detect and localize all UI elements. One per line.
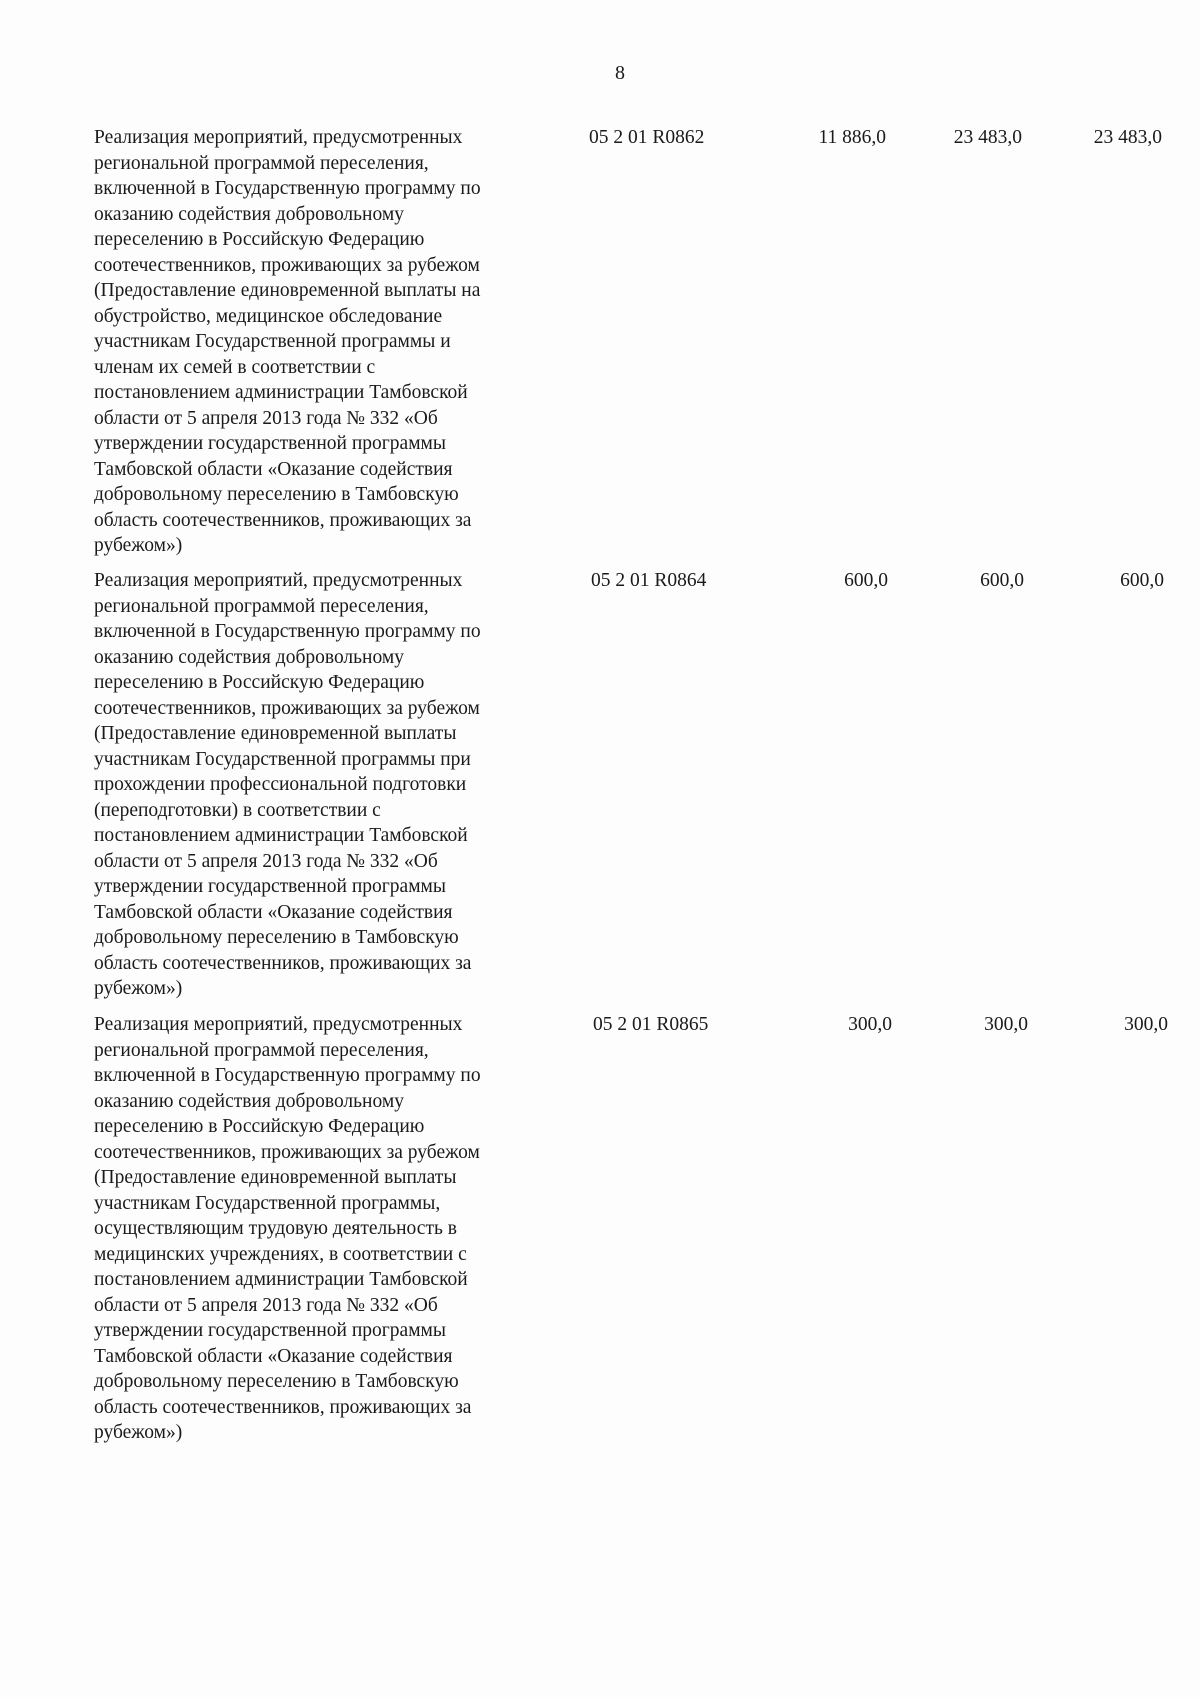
- row-value-3: 600,0: [1120, 570, 1164, 591]
- page-number: 8: [615, 62, 625, 84]
- row-value-1: 600,0: [844, 570, 888, 591]
- row-value-1: 11 886,0: [818, 127, 886, 148]
- row-value-3: 300,0: [1124, 1014, 1168, 1035]
- row-value-2: 300,0: [984, 1014, 1028, 1035]
- row-value-2: 23 483,0: [953, 127, 1022, 148]
- row-value-1: 300,0: [848, 1014, 892, 1035]
- row-description: Реализация мероприятий, предусмотренных региональной программой переселения, включенной в Государственную программу по оказанию содействия добровольному переселению в Российскую Федерацию соотечественников, проживающих за рубежом (Предоставление единовременной выплаты на обустройство, медицинское обследование участникам Государственной программы и членам их семей в соответствии с постановлением администрации Тамбовской области от 5 апреля 2013 года № 332 «Об утверждении государственной программы Тамбовской области «Оказание содействия добровольному переселению в Тамбовскую область соотечественников, проживающих за рубежом»): [94, 127, 481, 556]
- row-description: Реализация мероприятий, предусмотренных региональной программой переселения, включенной в Государственную программу по оказанию содействия добровольному переселению в Российскую Федерацию соотечественников, проживающих за рубежом (Предоставление единовременной выплаты участникам Государственной программы при прохождении профессиональной подготовки (переподготовки) в соответствии с постановлением администрации Тамбовской области от 5 апреля 2013 года № 332 «Об утверждении государственной программы Тамбовской области «Оказание содействия добровольному переселению в Тамбовскую область соотечественников, проживающих за рубежом»): [94, 570, 481, 999]
- row-code: 05 2 01 R0862: [589, 127, 705, 148]
- row-value-2: 600,0: [980, 570, 1024, 591]
- row-description: Реализация мероприятий, предусмотренных региональной программой переселения, включенной в Государственную программу по оказанию содействия добровольному переселению в Российскую Федерацию соотечественников, проживающих за рубежом (Предоставление единовременной выплаты участникам Государственной программы, осуществляющим трудовую деятельность в медицинских учреждениях, в соответствии с постановлением администрации Тамбовской области от 5 апреля 2013 года № 332 «Об утверждении государственной программы Тамбовской области «Оказание содействия добровольному переселению в Тамбовскую область соотечественников, проживающих за рубежом»): [94, 1014, 481, 1443]
- row-code: 05 2 01 R0865: [593, 1014, 709, 1035]
- row-code: 05 2 01 R0864: [591, 570, 707, 591]
- row-value-3: 23 483,0: [1093, 127, 1162, 148]
